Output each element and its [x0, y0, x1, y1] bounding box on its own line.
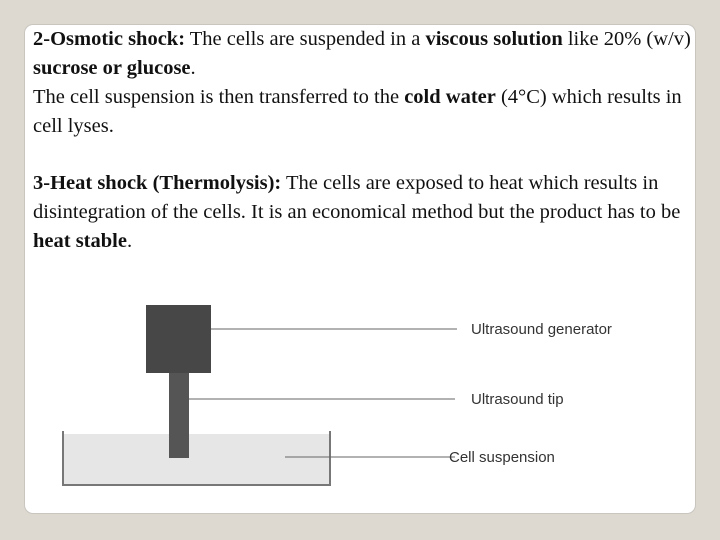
cell-suspension-liquid: [63, 434, 329, 484]
viscous-solution-term: viscous solution: [425, 28, 563, 50]
heat-shock-heading: 3-Heat shock (Thermolysis):: [33, 172, 282, 194]
heat-stable-term: heat stable: [33, 230, 127, 252]
osmotic-text-2: like 20% (w/v): [562, 28, 691, 50]
cell-suspension-label: Cell suspension: [449, 449, 555, 466]
ultrasound-generator-label: Ultrasound generator: [471, 321, 612, 338]
osmotic-text-3: .: [190, 57, 196, 79]
osmotic-text-4: The cell suspension is then transferred to the: [33, 86, 405, 108]
cold-water-term: cold water: [404, 86, 496, 108]
ultrasound-tip-label: Ultrasound tip: [471, 391, 564, 408]
heat-text-1: The cells are exposed to heat which results in disintegration of the cells. It is an economical method but the product has to be: [33, 172, 681, 223]
osmotic-text-1: The cells are suspended in a: [185, 28, 426, 50]
heat-shock-paragraph: [33, 169, 695, 256]
ultrasound-generator-box: [146, 305, 211, 373]
ultrasound-tip: [169, 373, 189, 458]
slide-text: [33, 25, 695, 256]
sonication-diagram: [59, 295, 699, 495]
sucrose-glucose-term: sucrose or glucose: [33, 57, 191, 79]
slide-panel: [24, 24, 696, 514]
osmotic-text-5: (4°C) which results in cell lyses.: [33, 86, 682, 137]
osmotic-shock-paragraph: [33, 25, 695, 141]
osmotic-shock-heading: 2-Osmotic shock:: [33, 28, 186, 50]
heat-text-2: .: [126, 230, 133, 252]
